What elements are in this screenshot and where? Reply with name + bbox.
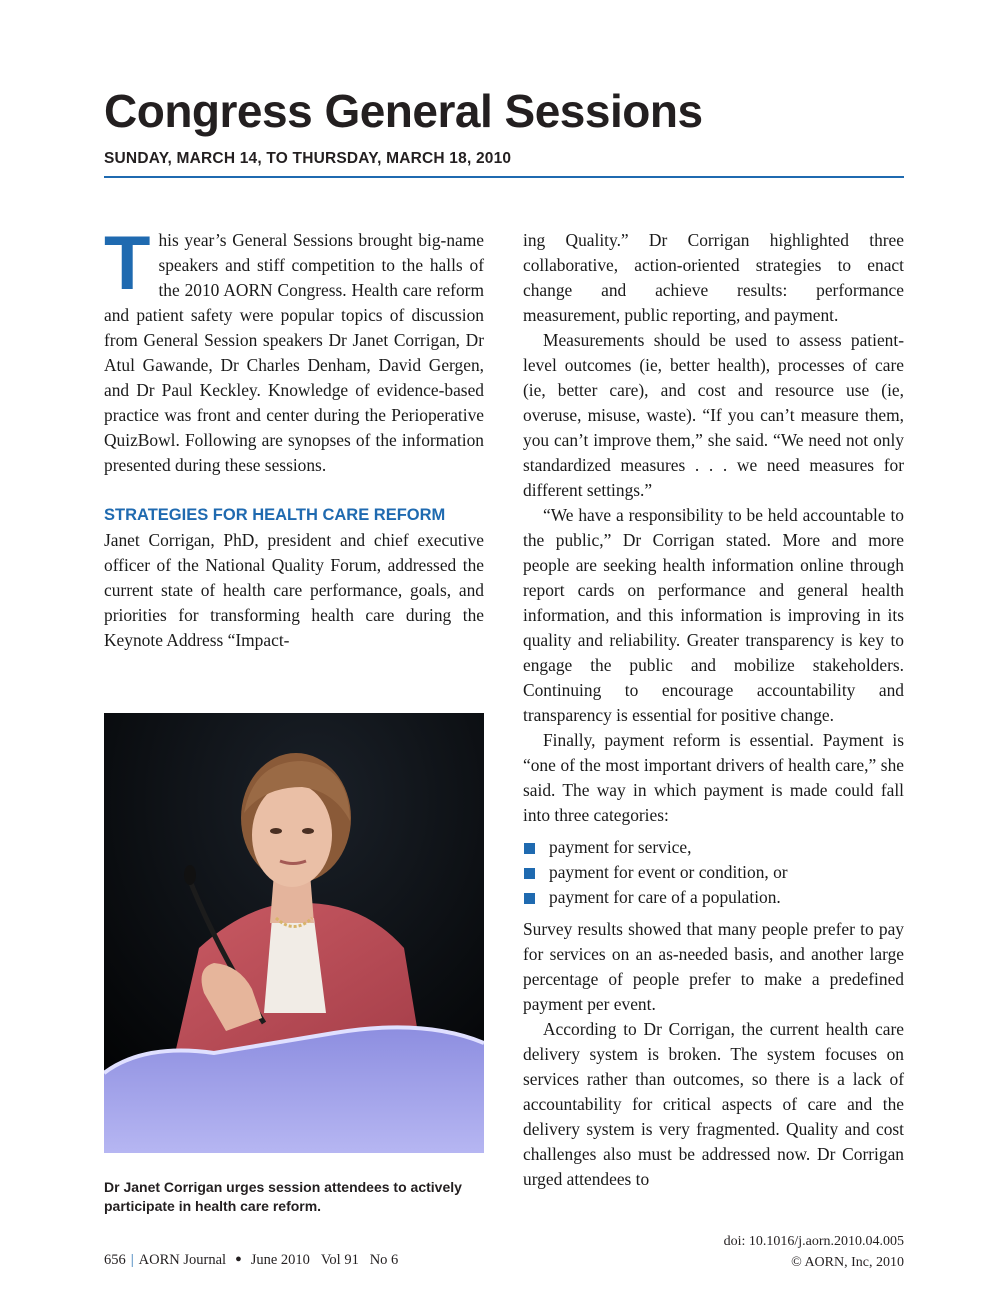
paragraph-1: ing Quality.” Dr Corrigan highlighted three collaborative, action-oriented strategies to enact change and achieve results: performance measurement, public reporting, and payment. <box>523 230 904 325</box>
paragraph-4: Finally, payment reform is essential. Payment is “one of the most important drivers of health care,” she said. The way in which payment is made could fall into three categories: <box>523 730 904 825</box>
paragraph-3: “We have a responsibility to be held accountable to the public,” Dr Corrigan stated. More and more people are seeking health information online through report cards on performance and general health information, and this information is improving in its quality and reliability. Greater transparency is key to engage the public and mobilize stakeholders. Continuing to encourage accountability and transparency is essential for positive change. <box>523 505 904 725</box>
doi: doi: 10.1016/j.aorn.2010.04.005 <box>723 1234 904 1249</box>
right-column <box>523 228 904 1192</box>
issue-date: June 2010 <box>250 1252 310 1268</box>
square-bullet-icon <box>524 868 535 879</box>
square-bullet-icon <box>524 843 535 854</box>
header-divider <box>104 176 904 178</box>
footer-citation <box>724 1231 904 1273</box>
list-item-text: payment for service, <box>549 837 692 857</box>
list-item-text: payment for event or condition, or <box>549 862 788 882</box>
list-item <box>523 885 904 910</box>
issue-number: No 6 <box>369 1252 399 1268</box>
intro-paragraph <box>104 221 484 478</box>
footer-separator: | <box>130 1252 134 1268</box>
copyright: © AORN, Inc, 2010 <box>791 1255 904 1270</box>
page-footer <box>104 1252 398 1269</box>
photo-caption: Dr Janet Corrigan urges session attendees to actively participate in health care reform. <box>104 1179 462 1214</box>
volume: Vol 91 <box>320 1252 359 1268</box>
page-number: 656 <box>104 1252 126 1268</box>
speaker-photo <box>104 713 484 1153</box>
section-heading: STRATEGIES FOR HEALTH CARE REFORM <box>104 506 446 524</box>
square-bullet-icon <box>524 893 535 904</box>
paragraph-2: Measurements should be used to assess patient-level outcomes (ie, better health), processes of care (ie, better care), and cost and resource use (ie, overuse, misuse, waste). “If you can’t measure them, you can’t improve them,” she said. “We need not only standardized measures . . . we need measures for different settings.” <box>523 330 904 500</box>
journal-name: AORN Journal <box>138 1252 227 1268</box>
drop-cap: T <box>104 221 151 306</box>
article-dates: SUNDAY, MARCH 14, TO THURSDAY, MARCH 18, 2010 <box>104 150 512 167</box>
paragraph-6: According to Dr Corrigan, the current health care delivery system is broken. The system focuses on services rather than outcomes, so there is a lack of accountability for critical aspects of care and the delivery system is very fragmented. Quality and cost challenges also must be addressed now. Dr Corrigan urged attendees to <box>523 1019 904 1189</box>
list-item-text: payment for care of a population. <box>549 887 781 907</box>
list-item <box>523 860 904 885</box>
left-column <box>104 221 484 653</box>
bullet-dot-icon: ● <box>235 1253 242 1265</box>
speaker-photo-illustration <box>104 713 484 1153</box>
section-paragraph: Janet Corrigan, PhD, president and chief executive officer of the National Quality Forum, addressed the current state of health care performance, goals, and priorities for transforming health care during the Keynote Address “Impact- <box>104 530 484 650</box>
article-title: Congress General Sessions <box>104 85 703 137</box>
list-item <box>523 835 904 860</box>
payment-categories-list <box>523 835 904 910</box>
paragraph-5: Survey results showed that many people prefer to pay for services on an as-needed basis, and another large percentage of people prefer to make a predefined payment per event. <box>523 919 904 1014</box>
intro-text: his year’s General Sessions brought big-name speakers and stiff competition to the halls of the 2010 AORN Congress. Health care reform and patient safety were popular topics of discussion from General Session speakers Dr Janet Corrigan, Dr Atul Gawande, Dr Charles Denham, David Gergen, and Dr Paul Keckley. Knowledge of evidence-based practice was front and center during the Perioperative QuizBowl. Following are synopses of the information presented during these sessions. <box>104 230 484 475</box>
